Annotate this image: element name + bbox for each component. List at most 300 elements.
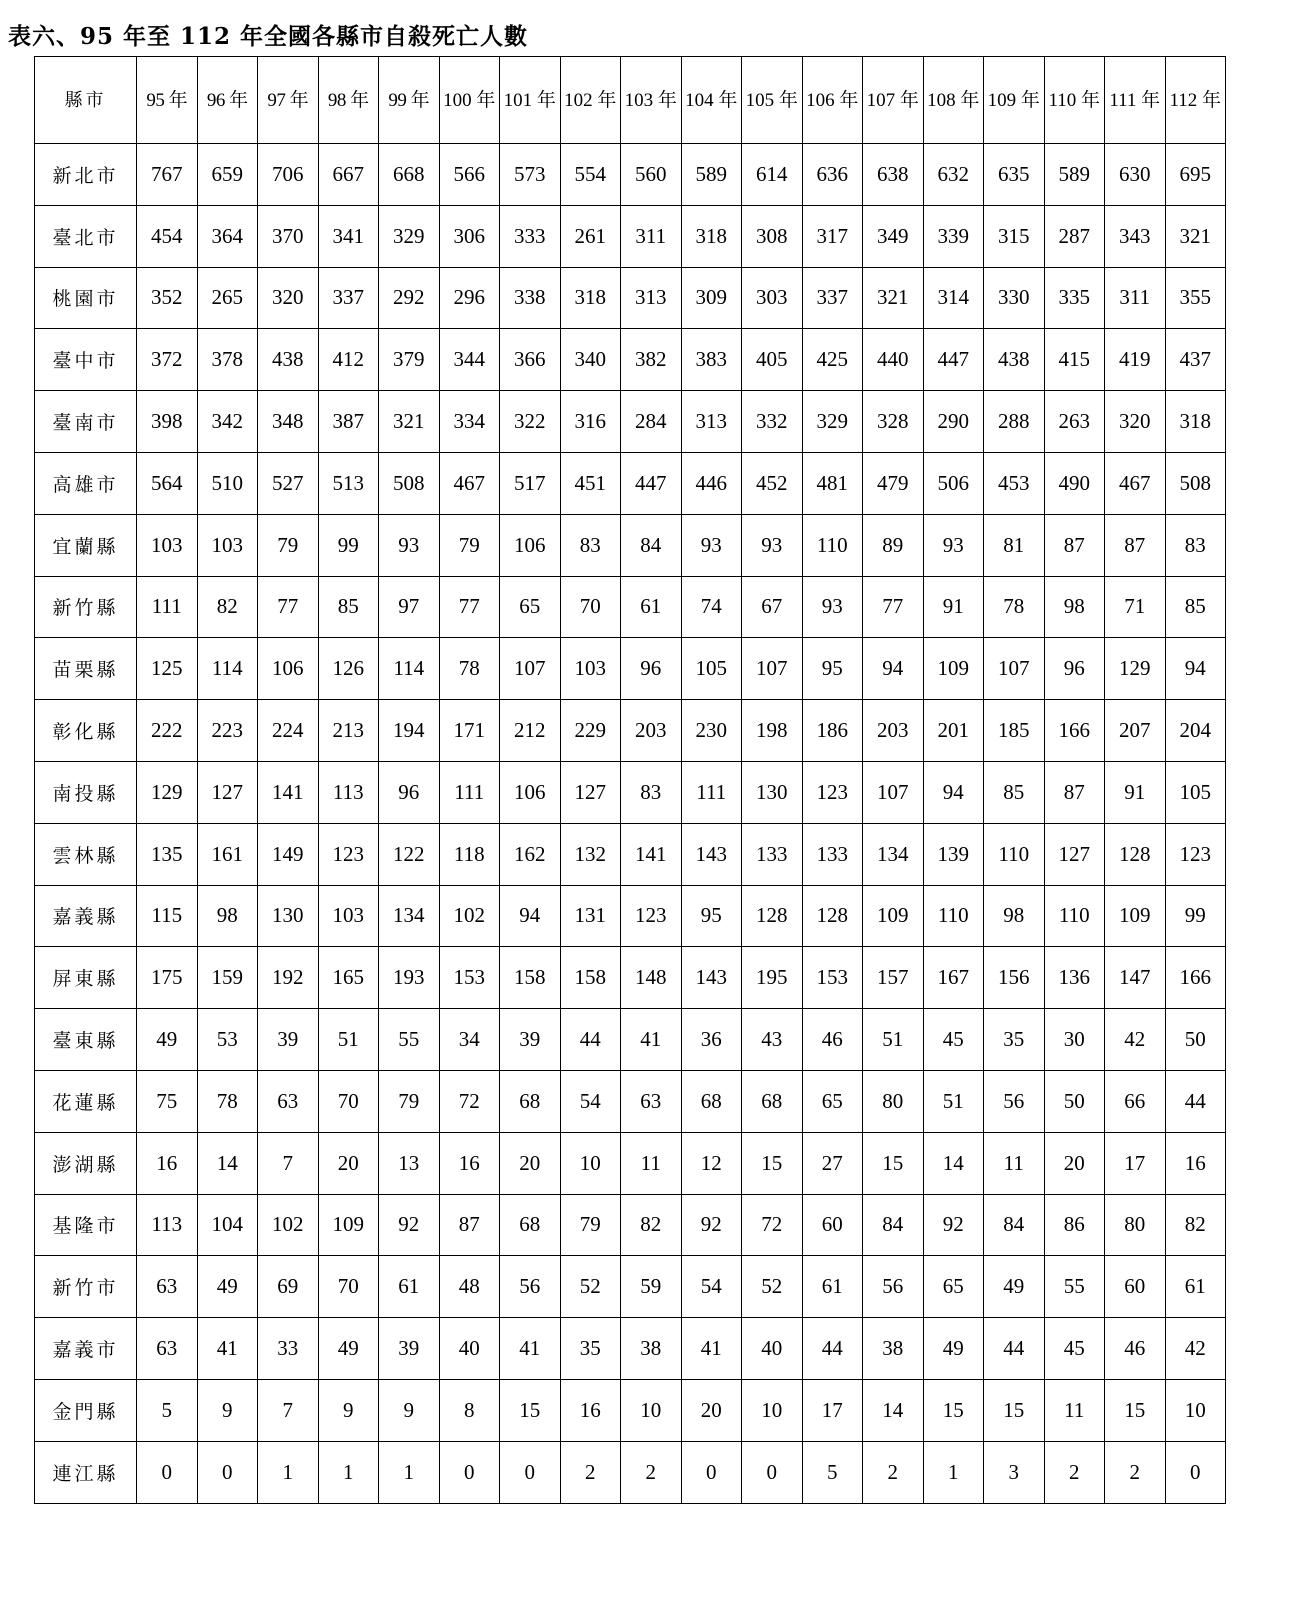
table-cell: 203 xyxy=(621,700,682,762)
table-cell: 83 xyxy=(621,761,682,823)
table-cell: 185 xyxy=(984,700,1045,762)
table-cell: 51 xyxy=(318,1009,379,1071)
table-cell: 111 xyxy=(137,576,198,638)
suicide-deaths-table xyxy=(34,56,1226,1504)
table-cell: 372 xyxy=(137,329,198,391)
table-cell: 68 xyxy=(500,1194,561,1256)
table-cell: 5 xyxy=(137,1379,198,1441)
header-year: 107 年 xyxy=(863,57,924,144)
table-cell: 74 xyxy=(681,576,742,638)
table-cell: 41 xyxy=(681,1318,742,1380)
table-cell: 128 xyxy=(1105,823,1166,885)
table-cell: 589 xyxy=(681,144,742,206)
table-cell: 95 xyxy=(681,885,742,947)
table-cell: 55 xyxy=(1044,1256,1105,1318)
table-cell: 11 xyxy=(621,1132,682,1194)
header-county: 縣市 xyxy=(35,57,137,144)
table-cell: 158 xyxy=(500,947,561,1009)
table-cell: 167 xyxy=(923,947,984,1009)
table-row xyxy=(35,761,1226,823)
county-name: 基隆市 xyxy=(35,1194,137,1256)
table-cell: 136 xyxy=(1044,947,1105,1009)
table-cell: 3 xyxy=(984,1441,1045,1503)
table-cell: 0 xyxy=(500,1441,561,1503)
header-year: 101 年 xyxy=(500,57,561,144)
table-cell: 517 xyxy=(500,452,561,514)
table-cell: 68 xyxy=(742,1070,803,1132)
table-cell: 263 xyxy=(1044,391,1105,453)
table-cell: 107 xyxy=(984,638,1045,700)
county-name: 連江縣 xyxy=(35,1441,137,1503)
table-cell: 110 xyxy=(984,823,1045,885)
table-cell: 668 xyxy=(379,144,440,206)
table-cell: 335 xyxy=(1044,267,1105,329)
table-cell: 9 xyxy=(197,1379,258,1441)
table-cell: 123 xyxy=(1165,823,1226,885)
table-cell: 337 xyxy=(318,267,379,329)
table-cell: 39 xyxy=(258,1009,319,1071)
table-cell: 40 xyxy=(742,1318,803,1380)
table-cell: 107 xyxy=(742,638,803,700)
table-cell: 229 xyxy=(560,700,621,762)
table-cell: 79 xyxy=(560,1194,621,1256)
table-cell: 86 xyxy=(1044,1194,1105,1256)
table-cell: 314 xyxy=(923,267,984,329)
table-cell: 122 xyxy=(379,823,440,885)
table-cell: 72 xyxy=(439,1070,500,1132)
table-cell: 20 xyxy=(1044,1132,1105,1194)
table-cell: 313 xyxy=(621,267,682,329)
table-cell: 589 xyxy=(1044,144,1105,206)
table-cell: 0 xyxy=(1165,1441,1226,1503)
table-cell: 213 xyxy=(318,700,379,762)
table-cell: 83 xyxy=(560,514,621,576)
table-cell: 129 xyxy=(137,761,198,823)
table-cell: 135 xyxy=(137,823,198,885)
table-cell: 79 xyxy=(379,1070,440,1132)
table-cell: 284 xyxy=(621,391,682,453)
table-cell: 20 xyxy=(681,1379,742,1441)
table-cell: 85 xyxy=(1165,576,1226,638)
county-name: 臺南市 xyxy=(35,391,137,453)
table-cell: 102 xyxy=(258,1194,319,1256)
table-cell: 288 xyxy=(984,391,1045,453)
table-cell: 2 xyxy=(863,1441,924,1503)
table-cell: 66 xyxy=(1105,1070,1166,1132)
table-cell: 118 xyxy=(439,823,500,885)
table-cell: 52 xyxy=(742,1256,803,1318)
table-cell: 230 xyxy=(681,700,742,762)
table-cell: 311 xyxy=(1105,267,1166,329)
table-cell: 63 xyxy=(258,1070,319,1132)
table-cell: 69 xyxy=(258,1256,319,1318)
table-cell: 292 xyxy=(379,267,440,329)
table-cell: 61 xyxy=(802,1256,863,1318)
table-cell: 48 xyxy=(439,1256,500,1318)
header-year: 96 年 xyxy=(197,57,258,144)
table-cell: 614 xyxy=(742,144,803,206)
table-cell: 93 xyxy=(681,514,742,576)
table-cell: 16 xyxy=(1165,1132,1226,1194)
table-cell: 366 xyxy=(500,329,561,391)
table-cell: 157 xyxy=(863,947,924,1009)
table-cell: 333 xyxy=(500,205,561,267)
county-name: 金門縣 xyxy=(35,1379,137,1441)
table-cell: 109 xyxy=(923,638,984,700)
table-cell: 41 xyxy=(197,1318,258,1380)
table-cell: 9 xyxy=(379,1379,440,1441)
table-cell: 98 xyxy=(984,885,1045,947)
table-cell: 193 xyxy=(379,947,440,1009)
table-cell: 105 xyxy=(1165,761,1226,823)
table-cell: 104 xyxy=(197,1194,258,1256)
table-cell: 332 xyxy=(742,391,803,453)
table-cell: 508 xyxy=(1165,452,1226,514)
table-cell: 14 xyxy=(863,1379,924,1441)
table-cell: 50 xyxy=(1165,1009,1226,1071)
header-year: 104 年 xyxy=(681,57,742,144)
table-cell: 85 xyxy=(318,576,379,638)
table-cell: 60 xyxy=(802,1194,863,1256)
table-cell: 109 xyxy=(1105,885,1166,947)
table-cell: 63 xyxy=(137,1256,198,1318)
table-cell: 12 xyxy=(681,1132,742,1194)
table-cell: 102 xyxy=(439,885,500,947)
table-cell: 56 xyxy=(984,1070,1045,1132)
county-name: 彰化縣 xyxy=(35,700,137,762)
table-cell: 123 xyxy=(802,761,863,823)
table-cell: 130 xyxy=(742,761,803,823)
table-cell: 2 xyxy=(1105,1441,1166,1503)
county-name: 臺北市 xyxy=(35,205,137,267)
table-cell: 5 xyxy=(802,1441,863,1503)
header-year: 109 年 xyxy=(984,57,1045,144)
table-cell: 11 xyxy=(984,1132,1045,1194)
table-cell: 84 xyxy=(984,1194,1045,1256)
table-cell: 201 xyxy=(923,700,984,762)
table-cell: 44 xyxy=(802,1318,863,1380)
table-cell: 207 xyxy=(1105,700,1166,762)
table-cell: 43 xyxy=(742,1009,803,1071)
table-cell: 343 xyxy=(1105,205,1166,267)
table-cell: 132 xyxy=(560,823,621,885)
table-cell: 56 xyxy=(863,1256,924,1318)
table-cell: 15 xyxy=(863,1132,924,1194)
table-cell: 79 xyxy=(258,514,319,576)
table-cell: 93 xyxy=(923,514,984,576)
table-cell: 147 xyxy=(1105,947,1166,1009)
table-cell: 153 xyxy=(439,947,500,1009)
table-cell: 96 xyxy=(379,761,440,823)
table-row xyxy=(35,1070,1226,1132)
table-cell: 93 xyxy=(802,576,863,638)
table-cell: 44 xyxy=(984,1318,1045,1380)
table-cell: 80 xyxy=(863,1070,924,1132)
table-cell: 53 xyxy=(197,1009,258,1071)
header-year: 95 年 xyxy=(137,57,198,144)
table-cell: 2 xyxy=(1044,1441,1105,1503)
table-cell: 141 xyxy=(258,761,319,823)
table-cell: 340 xyxy=(560,329,621,391)
table-cell: 77 xyxy=(863,576,924,638)
table-cell: 0 xyxy=(137,1441,198,1503)
table-cell: 527 xyxy=(258,452,319,514)
table-cell: 94 xyxy=(500,885,561,947)
table-cell: 328 xyxy=(863,391,924,453)
table-cell: 115 xyxy=(137,885,198,947)
table-cell: 17 xyxy=(1105,1132,1166,1194)
header-year: 98 年 xyxy=(318,57,379,144)
table-cell: 303 xyxy=(742,267,803,329)
table-cell: 35 xyxy=(984,1009,1045,1071)
table-cell: 7 xyxy=(258,1132,319,1194)
table-cell: 129 xyxy=(1105,638,1166,700)
table-cell: 1 xyxy=(258,1441,319,1503)
table-cell: 437 xyxy=(1165,329,1226,391)
table-cell: 130 xyxy=(258,885,319,947)
table-cell: 387 xyxy=(318,391,379,453)
table-cell: 38 xyxy=(621,1318,682,1380)
table-cell: 42 xyxy=(1105,1009,1166,1071)
table-cell: 355 xyxy=(1165,267,1226,329)
table-cell: 447 xyxy=(621,452,682,514)
table-row xyxy=(35,700,1226,762)
table-cell: 113 xyxy=(137,1194,198,1256)
table-cell: 14 xyxy=(197,1132,258,1194)
table-cell: 453 xyxy=(984,452,1045,514)
table-cell: 123 xyxy=(318,823,379,885)
table-cell: 438 xyxy=(258,329,319,391)
table-cell: 95 xyxy=(802,638,863,700)
table-cell: 45 xyxy=(923,1009,984,1071)
table-row xyxy=(35,885,1226,947)
table-cell: 573 xyxy=(500,144,561,206)
table-cell: 61 xyxy=(379,1256,440,1318)
table-row xyxy=(35,205,1226,267)
table-cell: 317 xyxy=(802,205,863,267)
table-cell: 110 xyxy=(923,885,984,947)
table-row xyxy=(35,576,1226,638)
table-cell: 667 xyxy=(318,144,379,206)
table-cell: 55 xyxy=(379,1009,440,1071)
county-name: 高雄市 xyxy=(35,452,137,514)
table-cell: 106 xyxy=(258,638,319,700)
table-cell: 15 xyxy=(1105,1379,1166,1441)
table-cell: 40 xyxy=(439,1318,500,1380)
table-body xyxy=(35,144,1226,1504)
table-cell: 87 xyxy=(1044,514,1105,576)
page-title: 表六、95 年至 112 年全國各縣市自殺死亡人數 xyxy=(8,23,529,50)
table-cell: 50 xyxy=(1044,1070,1105,1132)
table-cell: 630 xyxy=(1105,144,1166,206)
table-cell: 204 xyxy=(1165,700,1226,762)
table-cell: 65 xyxy=(923,1256,984,1318)
table-cell: 59 xyxy=(621,1256,682,1318)
table-cell: 93 xyxy=(742,514,803,576)
table-cell: 91 xyxy=(1105,761,1166,823)
table-cell: 148 xyxy=(621,947,682,1009)
table-cell: 8 xyxy=(439,1379,500,1441)
table-cell: 85 xyxy=(984,761,1045,823)
table-cell: 440 xyxy=(863,329,924,391)
table-cell: 490 xyxy=(1044,452,1105,514)
table-cell: 636 xyxy=(802,144,863,206)
table-cell: 78 xyxy=(984,576,1045,638)
table-row xyxy=(35,514,1226,576)
table-cell: 45 xyxy=(1044,1318,1105,1380)
table-cell: 87 xyxy=(439,1194,500,1256)
table-cell: 265 xyxy=(197,267,258,329)
table-cell: 77 xyxy=(258,576,319,638)
table-cell: 158 xyxy=(560,947,621,1009)
table-cell: 106 xyxy=(500,761,561,823)
table-cell: 107 xyxy=(863,761,924,823)
table-cell: 438 xyxy=(984,329,1045,391)
table-cell: 290 xyxy=(923,391,984,453)
table-cell: 153 xyxy=(802,947,863,1009)
table-cell: 16 xyxy=(137,1132,198,1194)
table-cell: 564 xyxy=(137,452,198,514)
table-cell: 659 xyxy=(197,144,258,206)
table-cell: 165 xyxy=(318,947,379,1009)
table-row xyxy=(35,1194,1226,1256)
table-cell: 111 xyxy=(681,761,742,823)
table-cell: 33 xyxy=(258,1318,319,1380)
table-row xyxy=(35,452,1226,514)
table-cell: 1 xyxy=(923,1441,984,1503)
table-cell: 0 xyxy=(197,1441,258,1503)
header-year: 100 年 xyxy=(439,57,500,144)
table-cell: 84 xyxy=(863,1194,924,1256)
table-cell: 16 xyxy=(560,1379,621,1441)
table-cell: 342 xyxy=(197,391,258,453)
table-cell: 425 xyxy=(802,329,863,391)
table-cell: 15 xyxy=(500,1379,561,1441)
header-year: 103 年 xyxy=(621,57,682,144)
table-cell: 70 xyxy=(318,1256,379,1318)
table-cell: 195 xyxy=(742,947,803,1009)
table-row xyxy=(35,1379,1226,1441)
table-cell: 41 xyxy=(500,1318,561,1380)
table-cell: 133 xyxy=(802,823,863,885)
table-cell: 560 xyxy=(621,144,682,206)
table-cell: 49 xyxy=(197,1256,258,1318)
table-cell: 261 xyxy=(560,205,621,267)
table-cell: 52 xyxy=(560,1256,621,1318)
table-cell: 308 xyxy=(742,205,803,267)
table-cell: 103 xyxy=(560,638,621,700)
table-cell: 93 xyxy=(379,514,440,576)
table-cell: 320 xyxy=(258,267,319,329)
table-cell: 61 xyxy=(621,576,682,638)
table-cell: 38 xyxy=(863,1318,924,1380)
table-cell: 321 xyxy=(863,267,924,329)
table-cell: 81 xyxy=(984,514,1045,576)
table-cell: 35 xyxy=(560,1318,621,1380)
table-cell: 479 xyxy=(863,452,924,514)
table-cell: 348 xyxy=(258,391,319,453)
table-cell: 92 xyxy=(681,1194,742,1256)
table-cell: 68 xyxy=(500,1070,561,1132)
table-cell: 635 xyxy=(984,144,1045,206)
header-year: 108 年 xyxy=(923,57,984,144)
table-cell: 110 xyxy=(1044,885,1105,947)
table-cell: 82 xyxy=(621,1194,682,1256)
table-cell: 222 xyxy=(137,700,198,762)
county-name: 桃園市 xyxy=(35,267,137,329)
table-cell: 125 xyxy=(137,638,198,700)
table-cell: 383 xyxy=(681,329,742,391)
table-cell: 114 xyxy=(197,638,258,700)
table-cell: 30 xyxy=(1044,1009,1105,1071)
county-name: 宜蘭縣 xyxy=(35,514,137,576)
table-cell: 46 xyxy=(802,1009,863,1071)
table-cell: 94 xyxy=(1165,638,1226,700)
table-cell: 128 xyxy=(802,885,863,947)
table-cell: 706 xyxy=(258,144,319,206)
table-cell: 94 xyxy=(923,761,984,823)
county-name: 嘉義市 xyxy=(35,1318,137,1380)
table-cell: 70 xyxy=(560,576,621,638)
table-row xyxy=(35,329,1226,391)
table-cell: 15 xyxy=(984,1379,1045,1441)
table-cell: 68 xyxy=(681,1070,742,1132)
table-cell: 139 xyxy=(923,823,984,885)
table-cell: 318 xyxy=(1165,391,1226,453)
table-row xyxy=(35,391,1226,453)
table-cell: 306 xyxy=(439,205,500,267)
table-cell: 63 xyxy=(137,1318,198,1380)
table-row xyxy=(35,267,1226,329)
table-cell: 78 xyxy=(197,1070,258,1132)
table-cell: 352 xyxy=(137,267,198,329)
table-cell: 126 xyxy=(318,638,379,700)
table-cell: 451 xyxy=(560,452,621,514)
header-year: 105 年 xyxy=(742,57,803,144)
table-cell: 20 xyxy=(318,1132,379,1194)
table-cell: 17 xyxy=(802,1379,863,1441)
table-cell: 175 xyxy=(137,947,198,1009)
table-cell: 338 xyxy=(500,267,561,329)
table-cell: 412 xyxy=(318,329,379,391)
table-cell: 364 xyxy=(197,205,258,267)
table-cell: 54 xyxy=(681,1256,742,1318)
table-cell: 89 xyxy=(863,514,924,576)
table-row xyxy=(35,638,1226,700)
table-cell: 349 xyxy=(863,205,924,267)
table-cell: 159 xyxy=(197,947,258,1009)
table-cell: 447 xyxy=(923,329,984,391)
county-name: 雲林縣 xyxy=(35,823,137,885)
table-cell: 329 xyxy=(379,205,440,267)
table-cell: 16 xyxy=(439,1132,500,1194)
table-cell: 467 xyxy=(439,452,500,514)
table-cell: 198 xyxy=(742,700,803,762)
table-cell: 320 xyxy=(1105,391,1166,453)
table-cell: 313 xyxy=(681,391,742,453)
table-cell: 128 xyxy=(742,885,803,947)
header-year: 106 年 xyxy=(802,57,863,144)
table-cell: 46 xyxy=(1105,1318,1166,1380)
table-cell: 322 xyxy=(500,391,561,453)
table-cell: 1 xyxy=(379,1441,440,1503)
table-cell: 2 xyxy=(621,1441,682,1503)
table-cell: 318 xyxy=(681,205,742,267)
table-cell: 92 xyxy=(923,1194,984,1256)
table-cell: 80 xyxy=(1105,1194,1166,1256)
table-cell: 78 xyxy=(439,638,500,700)
table-cell: 415 xyxy=(1044,329,1105,391)
